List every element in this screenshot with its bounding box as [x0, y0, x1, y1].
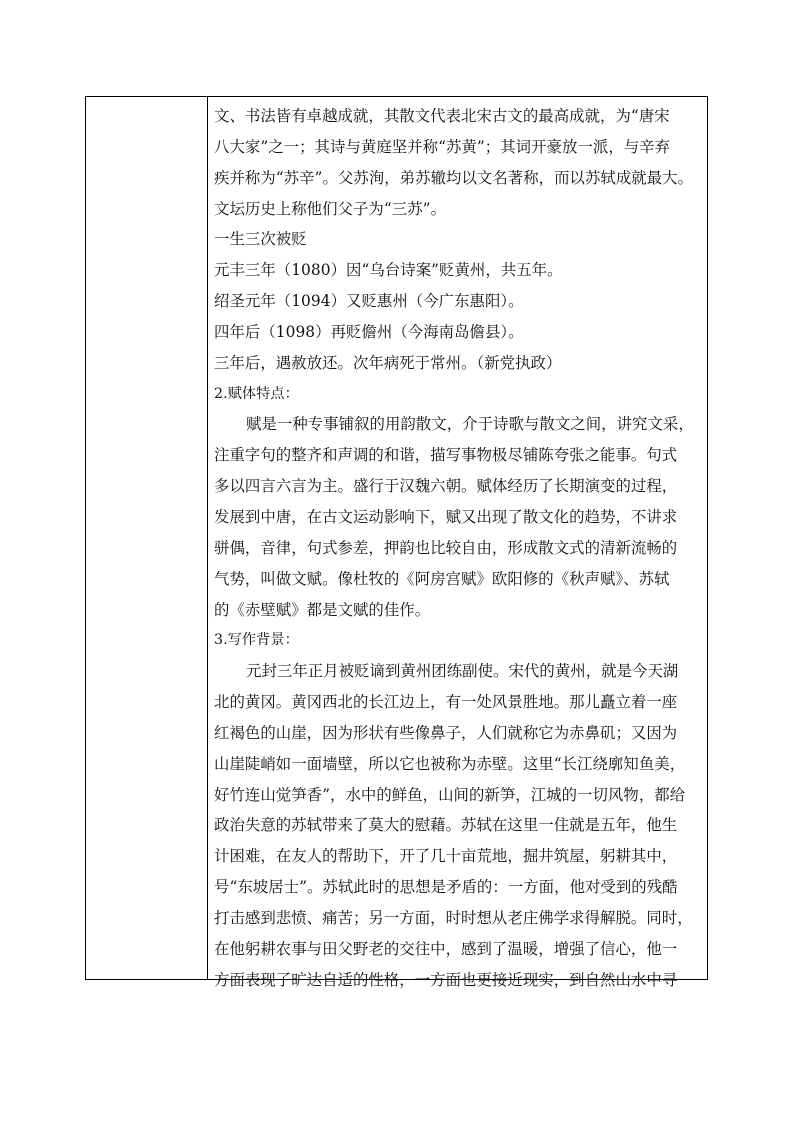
- exile-line: 四年后（1098）再贬儋州（今海南岛儋县）。: [214, 322, 524, 341]
- text-line: 八大家”之一；其诗与黄庭坚并称“苏黄”；其词开豪放一派，与辛弃: [214, 137, 671, 156]
- background-line: 打击感到悲愤、痛苦；另一方面，时时想从老庄佛学求得解脱。同时，: [214, 908, 693, 927]
- background-line: 山崖陡峭如一面墙壁，所以它也被称为赤壁。这里“长江绕廓知鱼美，: [214, 754, 686, 773]
- fu-line: 气势，叫做文赋。像杜牧的《阿房宫赋》欧阳修的《秋声赋》、苏轼: [214, 569, 670, 588]
- background-line: 方面表现了旷达自适的性格，一方面也更接近现实，到自然山水中寻: [214, 970, 678, 989]
- fu-line: 的《赤壁赋》都是文赋的佳作。: [214, 600, 431, 619]
- exile-title: 一生三次被贬: [214, 230, 307, 249]
- fu-line: 发展到中唐，在古文运动影响下，赋又出现了散文化的趋势，不讲求: [214, 507, 678, 526]
- background-line: 政治失意的苏轼带来了莫大的慰藉。苏轼在这里一住就是五年，他生: [214, 816, 678, 835]
- section-heading-fu: 2.赋体特点：: [214, 385, 299, 402]
- text-line: 疾并称为“苏辛”。父苏洵，弟苏辙均以文名著称，而以苏轼成就最大。: [214, 168, 694, 187]
- fu-line: 注重字句的整齐和声调的和谐，描写事物极尽铺陈夸张之能事。句式: [214, 446, 678, 465]
- text-line: 文坛历史上称他们父子为“三苏”。: [214, 199, 447, 218]
- background-line: 元封三年正月被贬谪到黄州团练副使。宋代的黄州，就是今天湖: [246, 662, 679, 681]
- fu-line: 赋是一种专事铺叙的用韵散文，介于诗歌与散文之间，讲究文采，: [246, 415, 694, 434]
- table-right-cell: [208, 97, 707, 989]
- background-line: 红褐色的山崖，因为形状有些像鼻子，人们就称它为赤鼻矶；又因为: [214, 723, 678, 742]
- exile-line: 三年后，遇赦放还。次年病死于常州。（新党执政）: [214, 353, 562, 372]
- content-table: [85, 96, 708, 989]
- text-line: 文、书法皆有卓越成就，其散文代表北宋古文的最高成就，为“唐宋: [214, 107, 670, 125]
- table-left-cell: [86, 97, 208, 979]
- section-heading-background: 3.写作背景：: [214, 632, 299, 649]
- fu-line: 骈偶，音律，句式参差，押韵也比较自由，形成散文式的清新流畅的: [214, 538, 678, 557]
- background-line: 北的黄冈。黄冈西北的长江边上，有一处风景胜地。那儿矗立着一座: [214, 693, 678, 712]
- fu-line: 多以四言六言为主。盛行于汉魏六朝。赋体经历了长期演变的过程，: [214, 477, 678, 496]
- background-line: 号“东坡居士”。苏轼此时的思想是矛盾的：一方面，他对受到的残酷: [214, 878, 678, 897]
- exile-line: 绍圣元年（1094）又贬惠州（今广东惠阳）。: [214, 292, 524, 311]
- background-line: 计困难，在友人的帮助下，开了几十亩荒地，掘井筑屋，躬耕其中，: [214, 847, 678, 866]
- background-line: 好竹连山觉笋香”，水中的鲜鱼，山间的新笋，江城的一切风物，都给: [214, 785, 686, 804]
- background-line: 在他躬耕农事与田父野老的交往中，感到了温暖，增强了信心，他一: [214, 939, 678, 958]
- exile-line: 元丰三年（1080）因“乌台诗案”贬黄州，共五年。: [214, 261, 563, 280]
